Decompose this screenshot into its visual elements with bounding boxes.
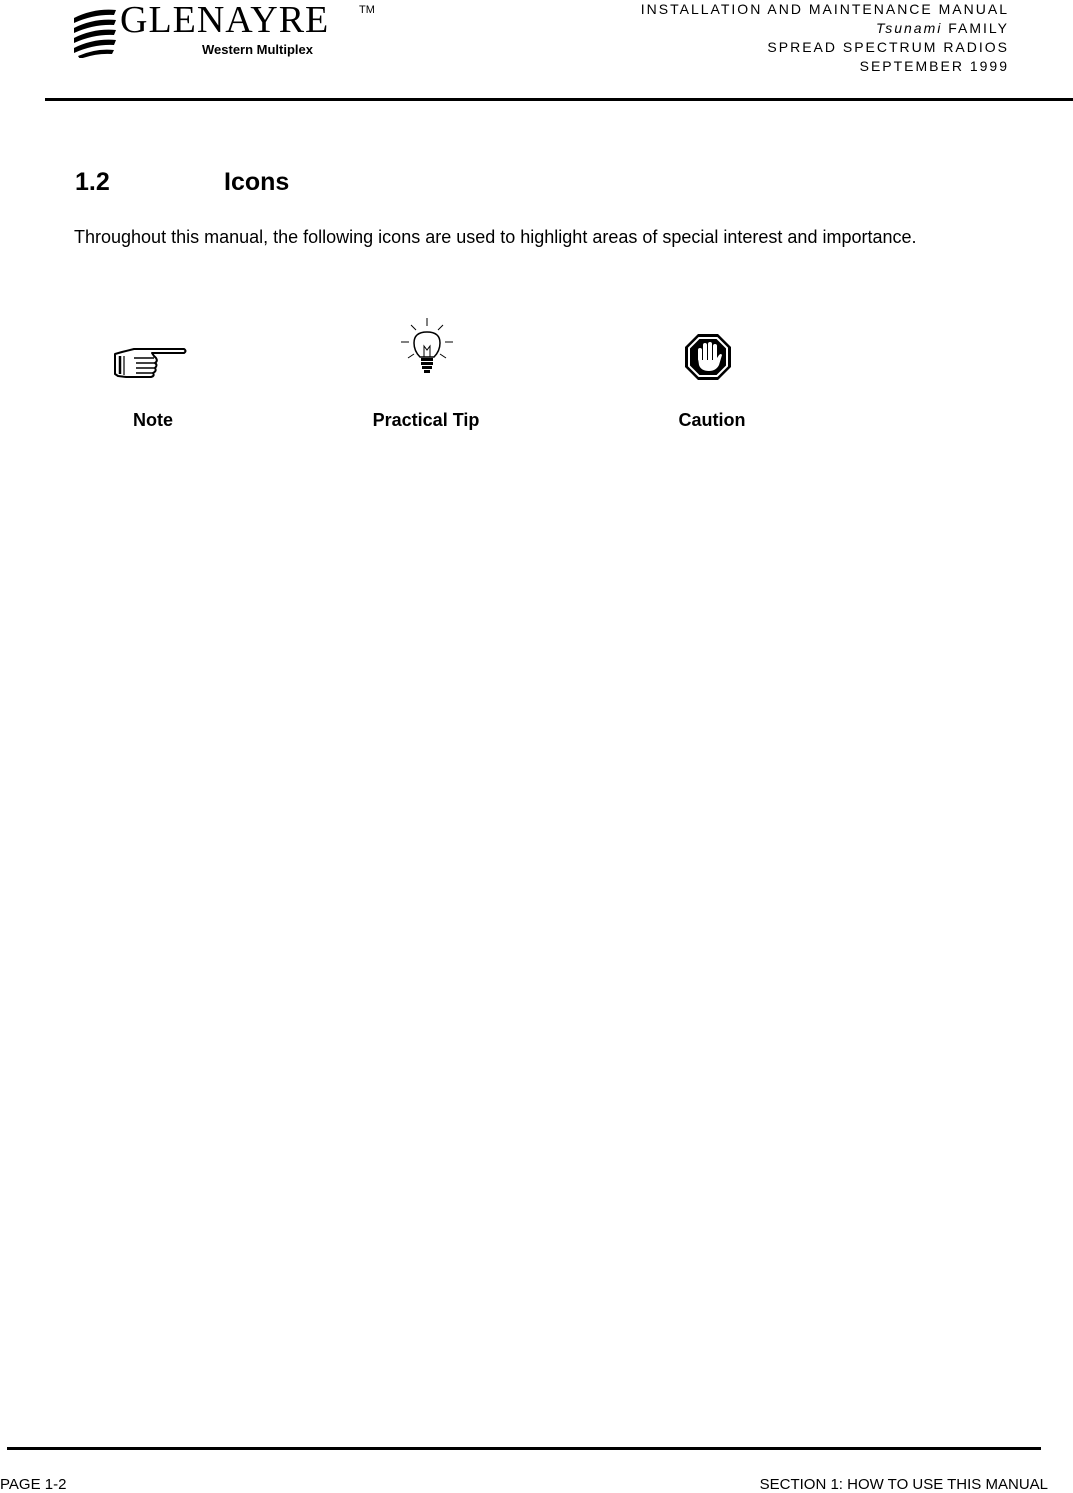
section-footer: SECTION 1: HOW TO USE THIS MANUAL xyxy=(759,1476,1048,1493)
logo-name: GLENAYRE xyxy=(120,0,330,41)
lightbulb-icon xyxy=(399,316,455,378)
header-manual-title: INSTALLATION AND MAINTENANCE MANUAL xyxy=(640,1,1009,17)
note-label: Note xyxy=(133,410,173,430)
header-family-line xyxy=(641,19,1009,38)
logo-subtitle: Western Multiplex xyxy=(202,42,314,57)
footer-divider xyxy=(7,1447,1041,1450)
glenayre-logo xyxy=(70,0,375,62)
caution-label: Caution xyxy=(678,410,746,430)
header-family-name: Tsunami xyxy=(875,20,943,36)
trademark-mark: TM xyxy=(359,4,375,16)
intro-paragraph: Throughout this manual, the following icons are used to highlight areas of special interest and importance. xyxy=(74,227,917,247)
logo-wave-icon xyxy=(70,6,120,58)
practical-tip-label: Practical Tip xyxy=(372,410,480,430)
document-header xyxy=(641,0,1009,76)
stop-hand-icon xyxy=(684,333,732,381)
section-number: 1.2 xyxy=(75,168,110,196)
header-date: SEPTEMBER 1999 xyxy=(859,58,1009,74)
section-heading xyxy=(75,167,289,197)
header-product: SPREAD SPECTRUM RADIOS xyxy=(767,39,1009,55)
header-divider xyxy=(45,98,1073,101)
pointing-hand-icon xyxy=(112,342,190,382)
section-title: Icons xyxy=(224,168,290,196)
header-family-suffix: FAMILY xyxy=(942,20,1009,36)
page-number: PAGE 1-2 xyxy=(0,1476,67,1493)
